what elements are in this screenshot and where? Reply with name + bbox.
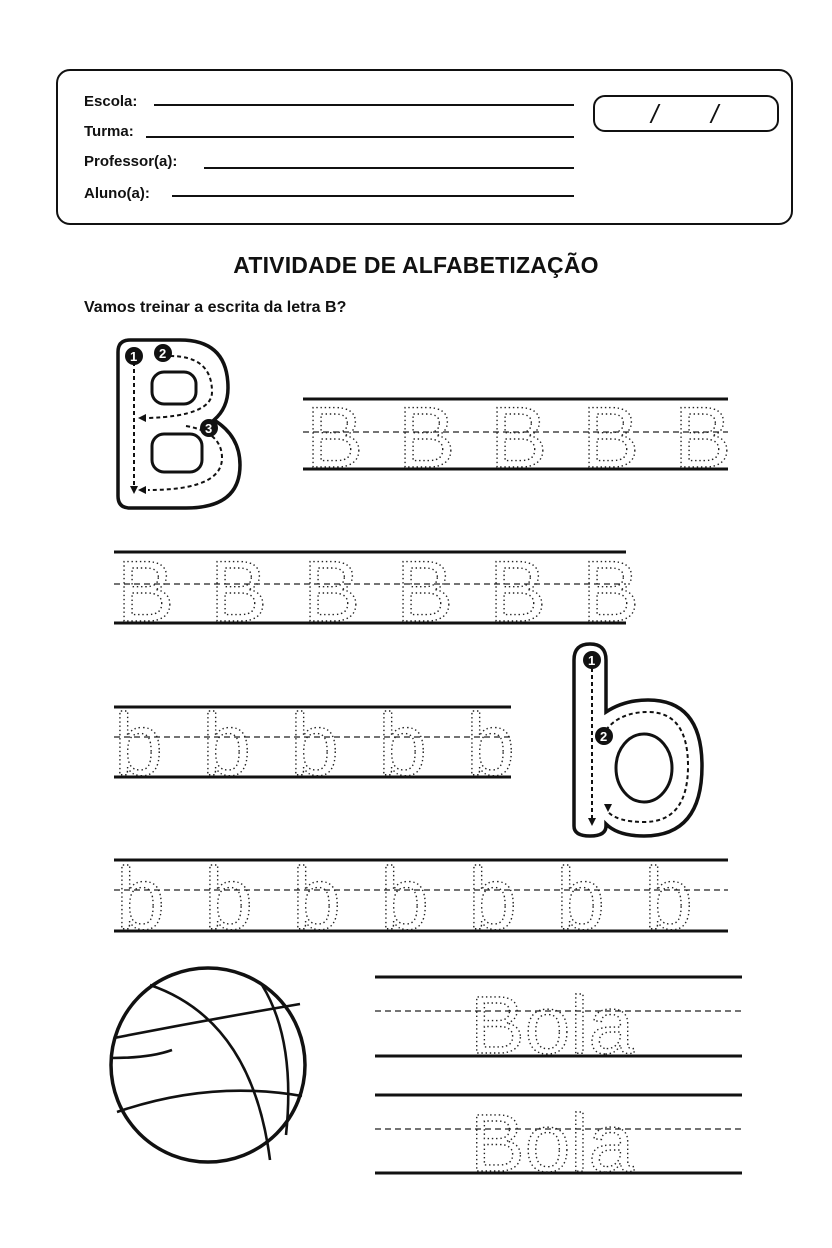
- word-trace-row-2[interactable]: [375, 1095, 742, 1189]
- svg-text:2: 2: [159, 346, 167, 361]
- trace-letter: b: [202, 695, 251, 794]
- svg-text:2: 2: [600, 729, 608, 744]
- field-label-professor: Professor(a):: [84, 153, 178, 170]
- basketball-icon: [111, 968, 305, 1162]
- instruction-text: Vamos treinar a escrita da letra B?: [84, 299, 347, 316]
- trace-letter: b: [116, 849, 165, 948]
- lowercase-b-model: [574, 644, 702, 836]
- traced-word: Bola: [470, 980, 635, 1071]
- trace-letter: b: [466, 695, 515, 794]
- trace-letter: b: [468, 849, 517, 948]
- trace-row-uppercase-2[interactable]: [114, 544, 639, 640]
- date-separator: /: [651, 99, 659, 129]
- field-label-escola: Escola:: [84, 93, 138, 110]
- trace-row-uppercase-1[interactable]: [303, 390, 731, 486]
- trace-letter: b: [292, 849, 341, 948]
- trace-letter: B: [398, 390, 456, 486]
- trace-letter: b: [644, 849, 693, 948]
- trace-letter: b: [204, 849, 253, 948]
- word-trace-row-1[interactable]: [375, 977, 742, 1071]
- trace-letter: B: [396, 544, 454, 640]
- traced-word: Bola: [470, 1098, 635, 1189]
- trace-letter: B: [210, 544, 268, 640]
- trace-row-lowercase-1[interactable]: [114, 695, 515, 794]
- uppercase-b-model: [118, 340, 240, 508]
- trace-letter: b: [114, 695, 163, 794]
- trace-letter: b: [380, 849, 429, 948]
- trace-letter: b: [556, 849, 605, 948]
- trace-letter: B: [306, 390, 364, 486]
- page-title: ATIVIDADE DE ALFABETIZAÇÃO: [233, 252, 599, 278]
- trace-letter: B: [582, 390, 640, 486]
- svg-text:1: 1: [588, 653, 596, 668]
- trace-row-lowercase-2[interactable]: [114, 849, 728, 948]
- trace-letter: b: [378, 695, 427, 794]
- date-separator: /: [711, 99, 719, 129]
- trace-letter: B: [674, 390, 732, 486]
- trace-letter: B: [489, 544, 547, 640]
- svg-text:1: 1: [130, 349, 138, 364]
- svg-text:3: 3: [205, 421, 213, 436]
- trace-letter: B: [303, 544, 361, 640]
- trace-letter: B: [490, 390, 548, 486]
- field-label-turma: Turma:: [84, 123, 134, 140]
- trace-letter: b: [290, 695, 339, 794]
- trace-letter: B: [582, 544, 640, 640]
- trace-letter: B: [117, 544, 175, 640]
- field-label-aluno: Aluno(a):: [84, 185, 150, 202]
